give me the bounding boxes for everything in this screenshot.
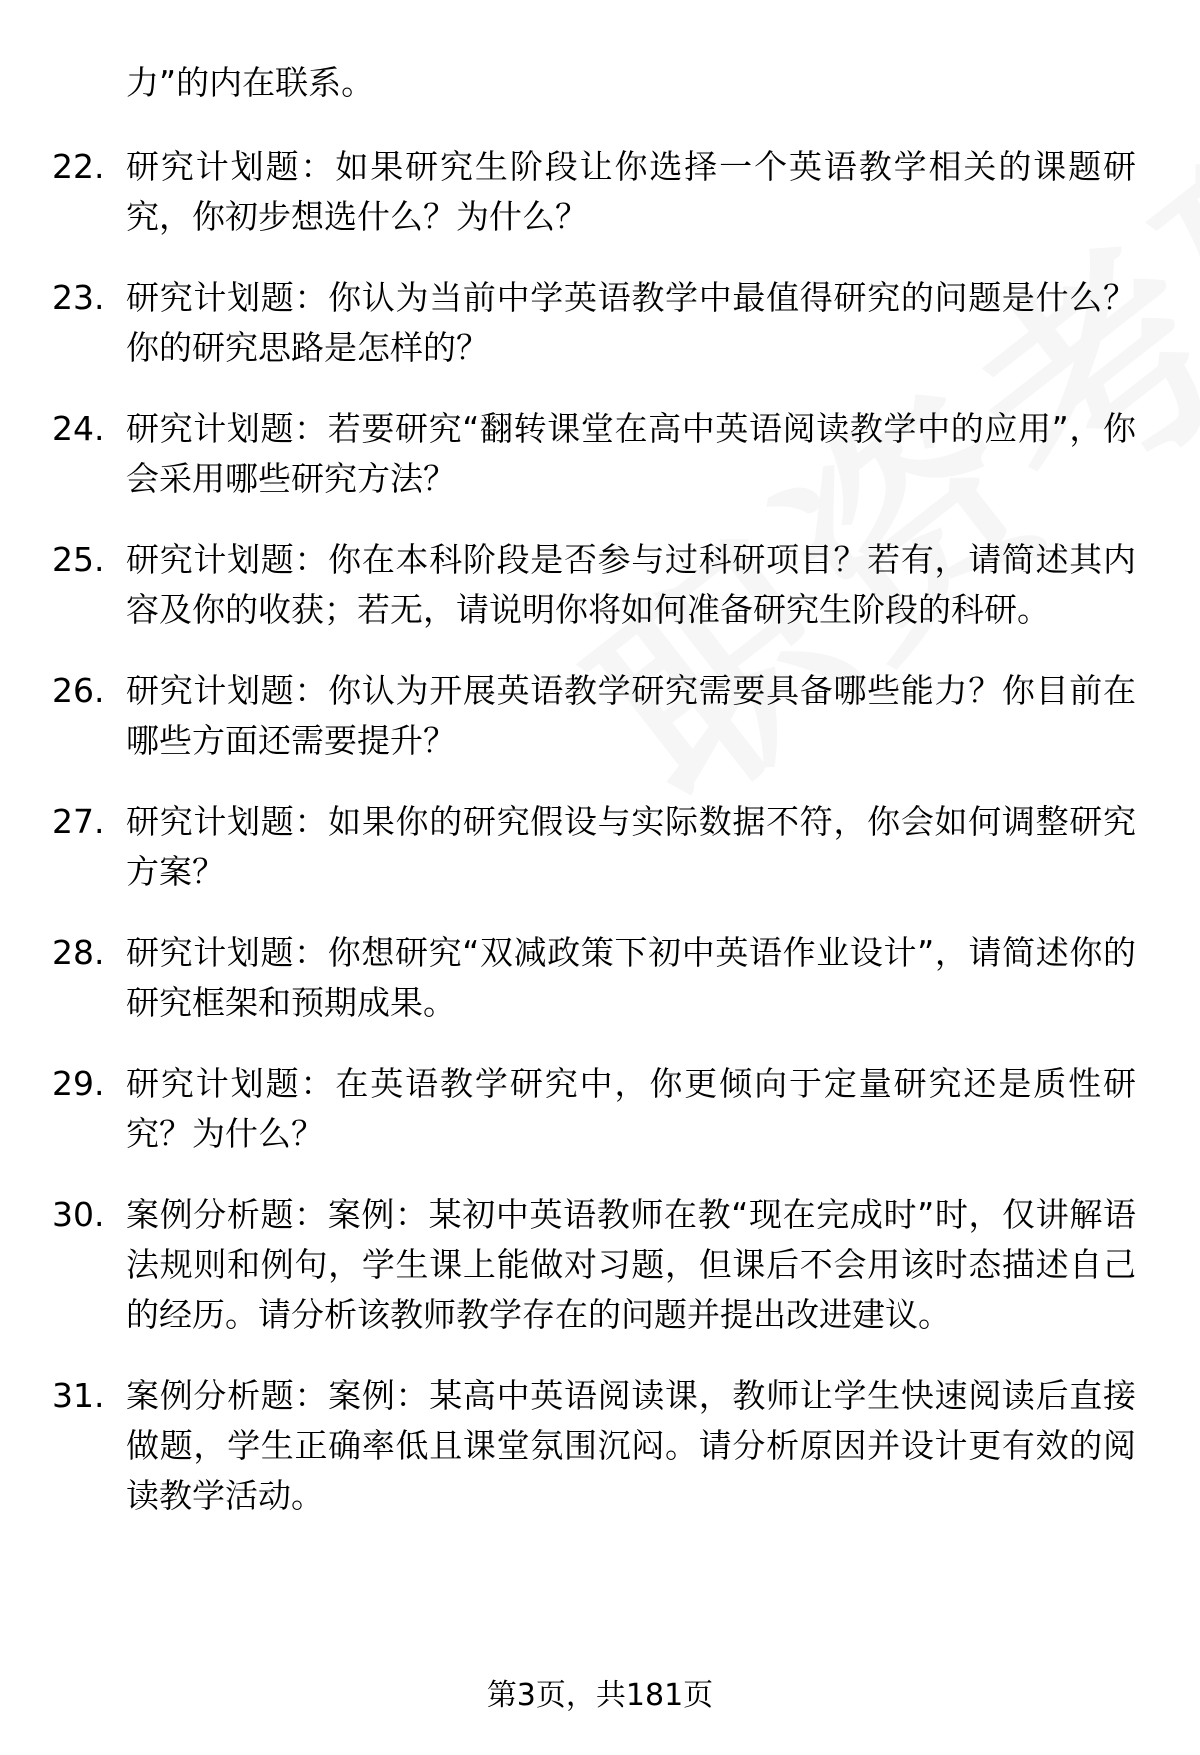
question-number: 26. bbox=[52, 671, 105, 710]
question-number: 25. bbox=[52, 540, 105, 579]
question-text: 研究计划题：如果研究生阶段让你选择一个英语教学相关的课题研究，你初步想选什么？为什么？ bbox=[126, 147, 1136, 236]
question-item bbox=[0, 797, 1200, 897]
question-text: 案例分析题：案例：某高中英语阅读课，教师让学生快速阅读后直接做题，学生正确率低且课堂氛围沉闷。请分析原因并设计更有效的阅读教学活动。 bbox=[126, 1376, 1136, 1515]
question-number: 22. bbox=[52, 147, 105, 186]
question-number: 24. bbox=[52, 409, 105, 448]
question-number: 28. bbox=[52, 933, 105, 972]
question-number: 30. bbox=[52, 1195, 105, 1234]
continuation-text: 力”的内在联系。 bbox=[126, 63, 375, 102]
question-item bbox=[0, 1059, 1200, 1159]
question-item bbox=[0, 535, 1200, 635]
question-text: 研究计划题：如果你的研究假设与实际数据不符，你会如何调整研究方案？ bbox=[126, 802, 1136, 891]
question-item bbox=[0, 666, 1200, 766]
question-text: 研究计划题：若要研究“翻转课堂在高中英语阅读教学中的应用”，你会采用哪些研究方法？ bbox=[126, 409, 1136, 498]
question-number: 29. bbox=[52, 1064, 105, 1103]
question-text: 研究计划题：你认为当前中学英语教学中最值得研究的问题是什么？你的研究思路是怎样的？ bbox=[126, 278, 1136, 367]
question-text: 案例分析题：案例：某初中英语教师在教“现在完成时”时，仅讲解语法规则和例句，学生课上能做对习题，但课后不会用该时态描述自己的经历。请分析该教师教学存在的问题并提出改进建议。 bbox=[126, 1195, 1136, 1334]
question-text: 研究计划题：你在本科阶段是否参与过科研项目？若有，请简述其内容及你的收获；若无，请说明你将如何准备研究生阶段的科研。 bbox=[126, 540, 1136, 629]
question-item bbox=[0, 142, 1200, 242]
question-item bbox=[0, 404, 1200, 504]
question-list bbox=[0, 142, 1200, 1552]
question-number: 23. bbox=[52, 278, 105, 317]
question-text: 研究计划题：你想研究“双减政策下初中英语作业设计”，请简述你的研究框架和预期成果。 bbox=[126, 933, 1136, 1022]
question-item bbox=[0, 273, 1200, 373]
page-footer: 第3页，共181页 bbox=[486, 1678, 714, 1713]
question-item bbox=[0, 1371, 1200, 1521]
question-number: 31. bbox=[52, 1376, 105, 1415]
question-text: 研究计划题：在英语教学研究中，你更倾向于定量研究还是质性研究？为什么？ bbox=[126, 1064, 1136, 1153]
question-item bbox=[0, 1190, 1200, 1340]
question-text: 研究计划题：你认为开展英语教学研究需要具备哪些能力？你目前在哪些方面还需要提升？ bbox=[126, 671, 1136, 760]
question-number: 27. bbox=[52, 802, 105, 841]
question-item bbox=[0, 928, 1200, 1028]
